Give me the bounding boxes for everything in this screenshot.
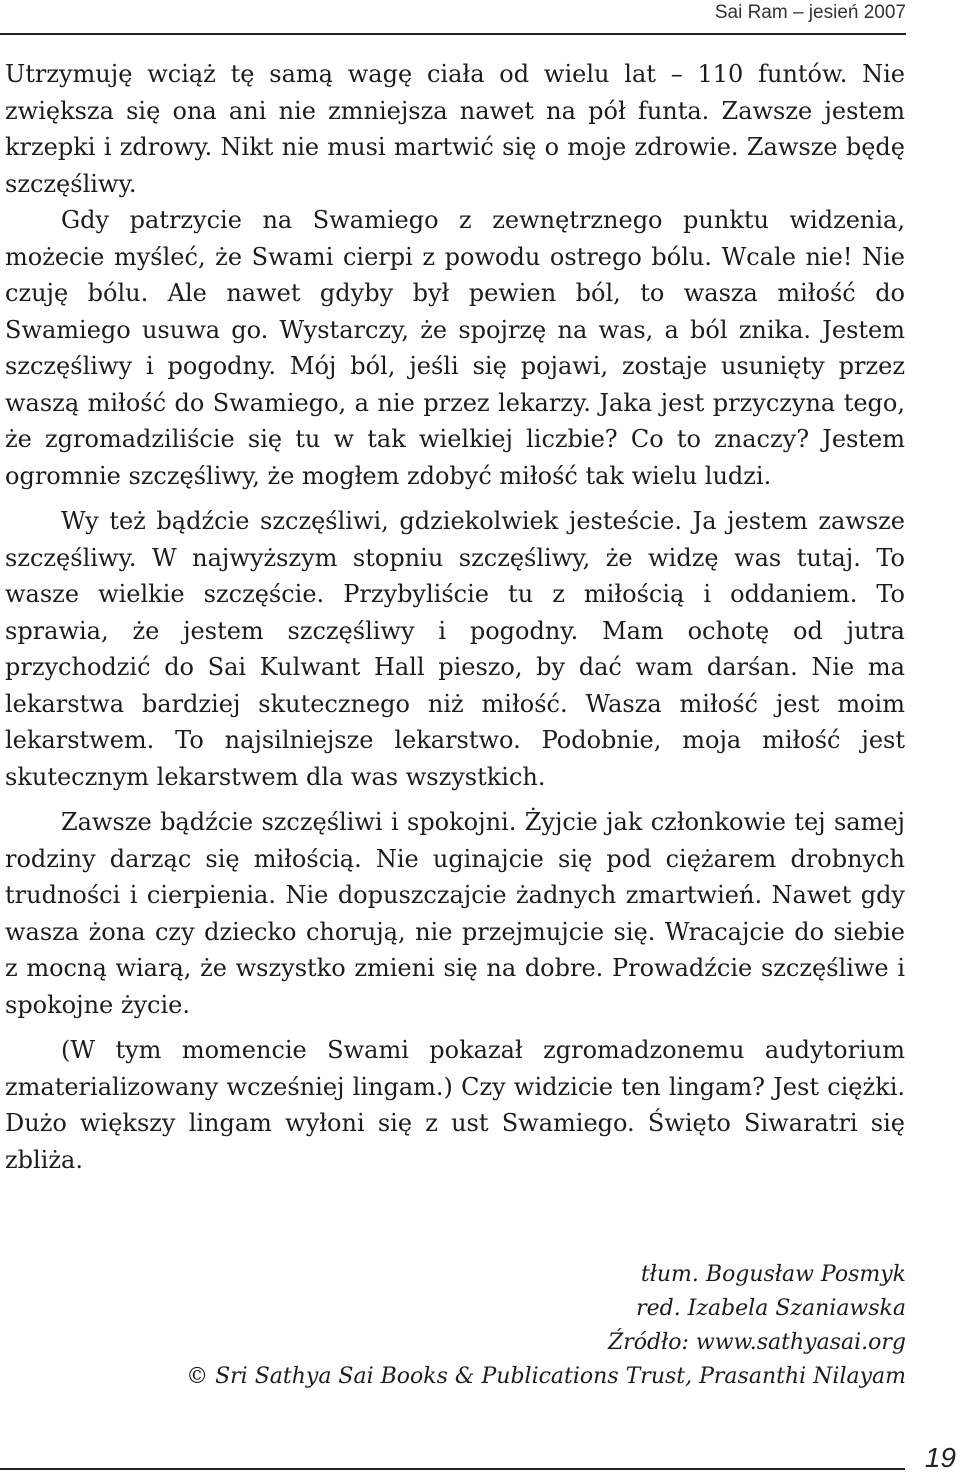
translator-credit: tłum. Bogusław Posmyk — [640, 1262, 906, 1287]
source-credit: Źródło: www.sathyasai.org — [607, 1330, 906, 1355]
paragraph-2: Gdy patrzycie na Swamiego z zewnętrznego punktu widzenia, możecie myśleć, że Swami cierpi z powodu ostrego bólu. Wcale nie! Nie czuję bólu. Ale nawet gdyby był pewien ból, to wasza miłość do Swamiego usuwa go. Wystarczy, że spojrzę na was, a ból znika. Jestem szczęśliwy i pogodny. Mój ból, jeśli się pojawi, zostaje usunięty przez waszą miłość do Swamiego, a nie przez lekarzy. Jaka jest przyczyna tego, że zgromadziliście się tu w tak wielkiej liczbie? Co to znaczy? Jestem ogromnie szczęśliwy, że mogłem zdobyć miłość tak wielu ludzi. — [5, 206, 905, 490]
paragraph-4: Zawsze bądźcie szczęśliwi i spokojni. Żyjcie jak członkowie tej samej rodziny darząc się miłością. Nie uginajcie się pod ciężarem drobnych trudności i cierpienia. Nie dopuszczajcie żadnych zmartwień. Nawet gdy wasza żona czy dziecko chorują, nie przejmujcie się. Wracajcie do siebie z mocną wiarą, że wszystko zmieni się na dobre. Prowadźcie szczęśliwe i spokojne życie. — [5, 808, 905, 1019]
editor-credit: red. Izabela Szaniawska — [636, 1296, 906, 1321]
copyright-notice: © Sri Sathya Sai Books & Publications Trust, Prasanthi Nilayam — [186, 1364, 906, 1389]
paragraph-5: (W tym momencie Swami pokazał zgromadzonemu audytorium zmaterializowany wcześniej lingam.) Czy widzicie ten lingam? Jest ciężki. Dużo większy lingam wyłoni się z ust Swamiego. Święto Siwaratri się zbliża. — [5, 1036, 905, 1174]
credits-block — [186, 1258, 906, 1394]
header-rule — [0, 33, 906, 35]
footer-rule — [0, 1468, 905, 1470]
article-body — [5, 56, 905, 1178]
paragraph-3: Wy też bądźcie szczęśliwi, gdziekolwiek jesteście. Ja jestem zawsze szczęśliwy. W najwyższym stopniu szczęśliwy, że widzę was tutaj. To wasze wielkie szczęście. Przybyliście tu z miłością i oddaniem. To sprawia, że jestem szczęśliwy i pogodny. Mam ochotę od jutra przychodzić do Sai Kulwant Hall pieszo, by dać wam darśan. Nie ma lekarstwa bardziej skutecznego niż miłość. Wasza miłość jest moim lekarstwem. To najsilniejsze lekarstwo. Podobnie, moja miłość jest skutecznym lekarstwem dla was wszystkich. — [5, 507, 905, 791]
paragraph-1: Utrzymuję wciąż tę samą wagę ciała od wielu lat – 110 funtów. Nie zwiększa się ona ani nie zmniejsza nawet na pół funta. Zawsze jestem krzepki i zdrowy. Nikt nie musi martwić się o moje zdrowie. Zawsze będę szczęśliwy. — [5, 60, 905, 198]
running-header: Sai Ram – jesień 2007 — [714, 2, 906, 23]
page-number: 19 — [924, 1442, 956, 1473]
